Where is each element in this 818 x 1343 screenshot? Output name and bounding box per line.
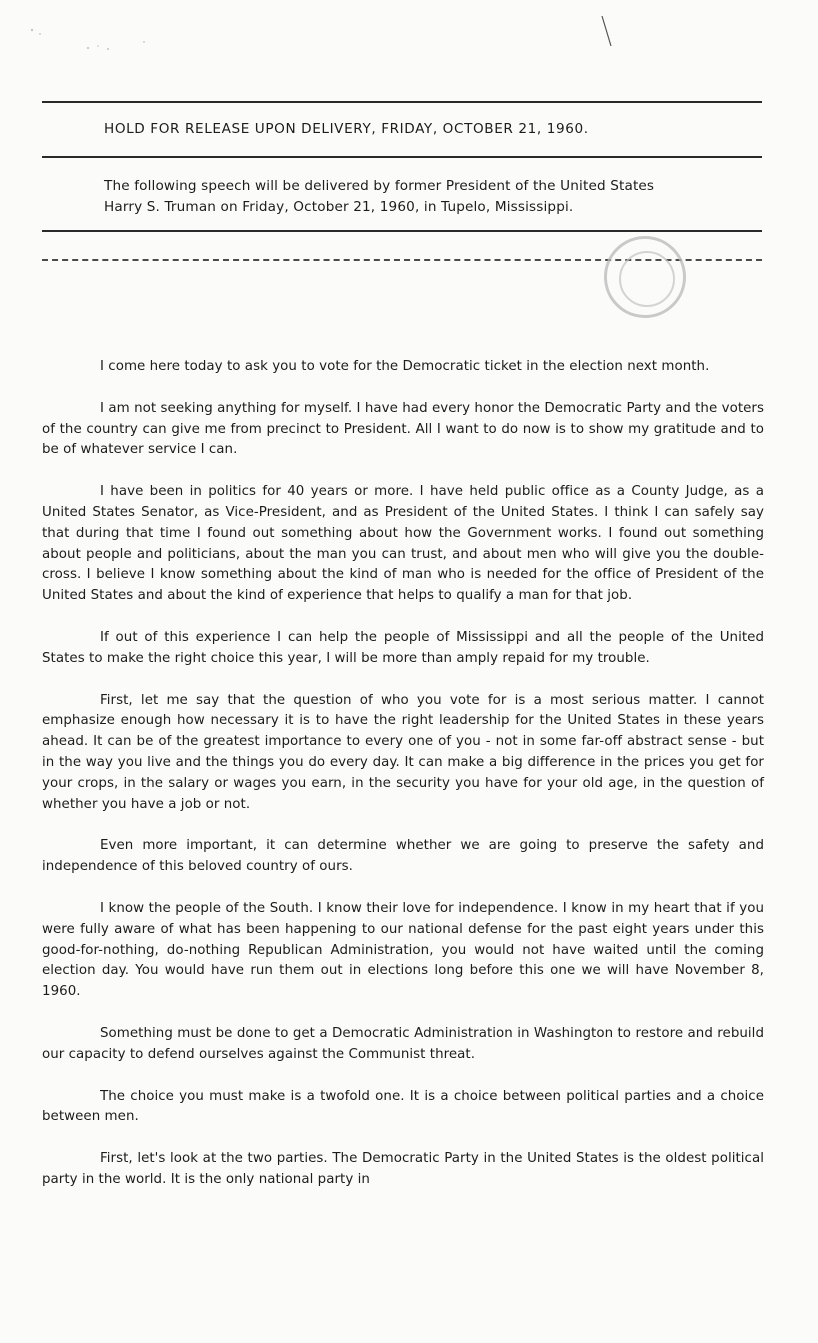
paragraph-7: I know the people of the South. I know their love for independence. I know in my heart that if you were fully aware of what has been happening to our national defense for the past eight years under this good-for-nothing, do-nothing Republican Administration, you would not have waited until the coming election day. You would have run them out in elections long before this one we will have November 8, 1960. (42, 900, 764, 1000)
paragraph-4: If out of this experience I can help the people of Mississippi and all the people of the United States to make the right choice this year, I will be more than amply repaid for my trouble. (42, 629, 764, 666)
release-heading: HOLD FOR RELEASE UPON DELIVERY, FRIDAY, OCTOBER 21, 1960. (104, 121, 589, 137)
paragraph-9: The choice you must make is a twofold one. It is a choice between political parties and a choice between men. (42, 1088, 764, 1125)
speech-body (42, 357, 764, 1212)
paragraph-8: Something must be done to get a Democratic Administration in Washington to restore and rebuild our capacity to defend ourselves against the Communist threat. (42, 1025, 764, 1062)
paragraph-3: I have been in politics for 40 years or more. I have held public office as a County Judge, as a United States Senator, as Vice-President, and as President of the United States. I think I can safely say that during that time I found out something about how the Government works. I found out something about people and politicians, about the man you can trust, and about men who will give you the double-cross. I believe I know something about the kind of man who is needed for the office of President of the United States and about the kind of experience that helps to qualify a man for that job. (42, 484, 764, 604)
paragraph-5: First, let me say that the question of who you vote for is a most serious matter. I cannot emphasize enough how necessary it is to have the right leadership for the United States in these years ahead. It can be of the greatest importance to every one of you - not in some far-off abstract sense - but in the way you live and the things you do every day. It can make a big difference in the prices you get for your crops, in the salary or wages you earn, in the security you have for your old age, in the question of whether you have a job or not. (42, 692, 764, 812)
paragraph-1: I come here today to ask you to vote for the Democratic ticket in the election next month. (100, 359, 710, 374)
archive-stamp (604, 236, 686, 318)
top-rule (42, 101, 762, 103)
paper-specks (20, 20, 160, 60)
paragraph-6: Even more important, it can determine whether we are going to preserve the safety and independence of this beloved country of ours. (42, 838, 764, 875)
intro-bottom-rule (42, 230, 762, 232)
paragraph-2: I am not seeking anything for myself. I have had every honor the Democratic Party and the voters of the country can give me from precinct to President. All I want to do now is to show my gratitude and to be of whatever service I can. (42, 400, 764, 458)
pen-mark (600, 14, 614, 48)
intro-line-1: The following speech will be delivered by former President of the United States (104, 178, 655, 194)
intro-line-2: Harry S. Truman on Friday, October 21, 1960, in Tupelo, Mississippi. (104, 199, 574, 215)
header-bottom-rule (42, 156, 762, 158)
intro-block (104, 176, 764, 218)
paragraph-10: First, let's look at the two parties. The Democratic Party in the United States is the oldest political party in the world. It is the only national party in (42, 1151, 764, 1187)
